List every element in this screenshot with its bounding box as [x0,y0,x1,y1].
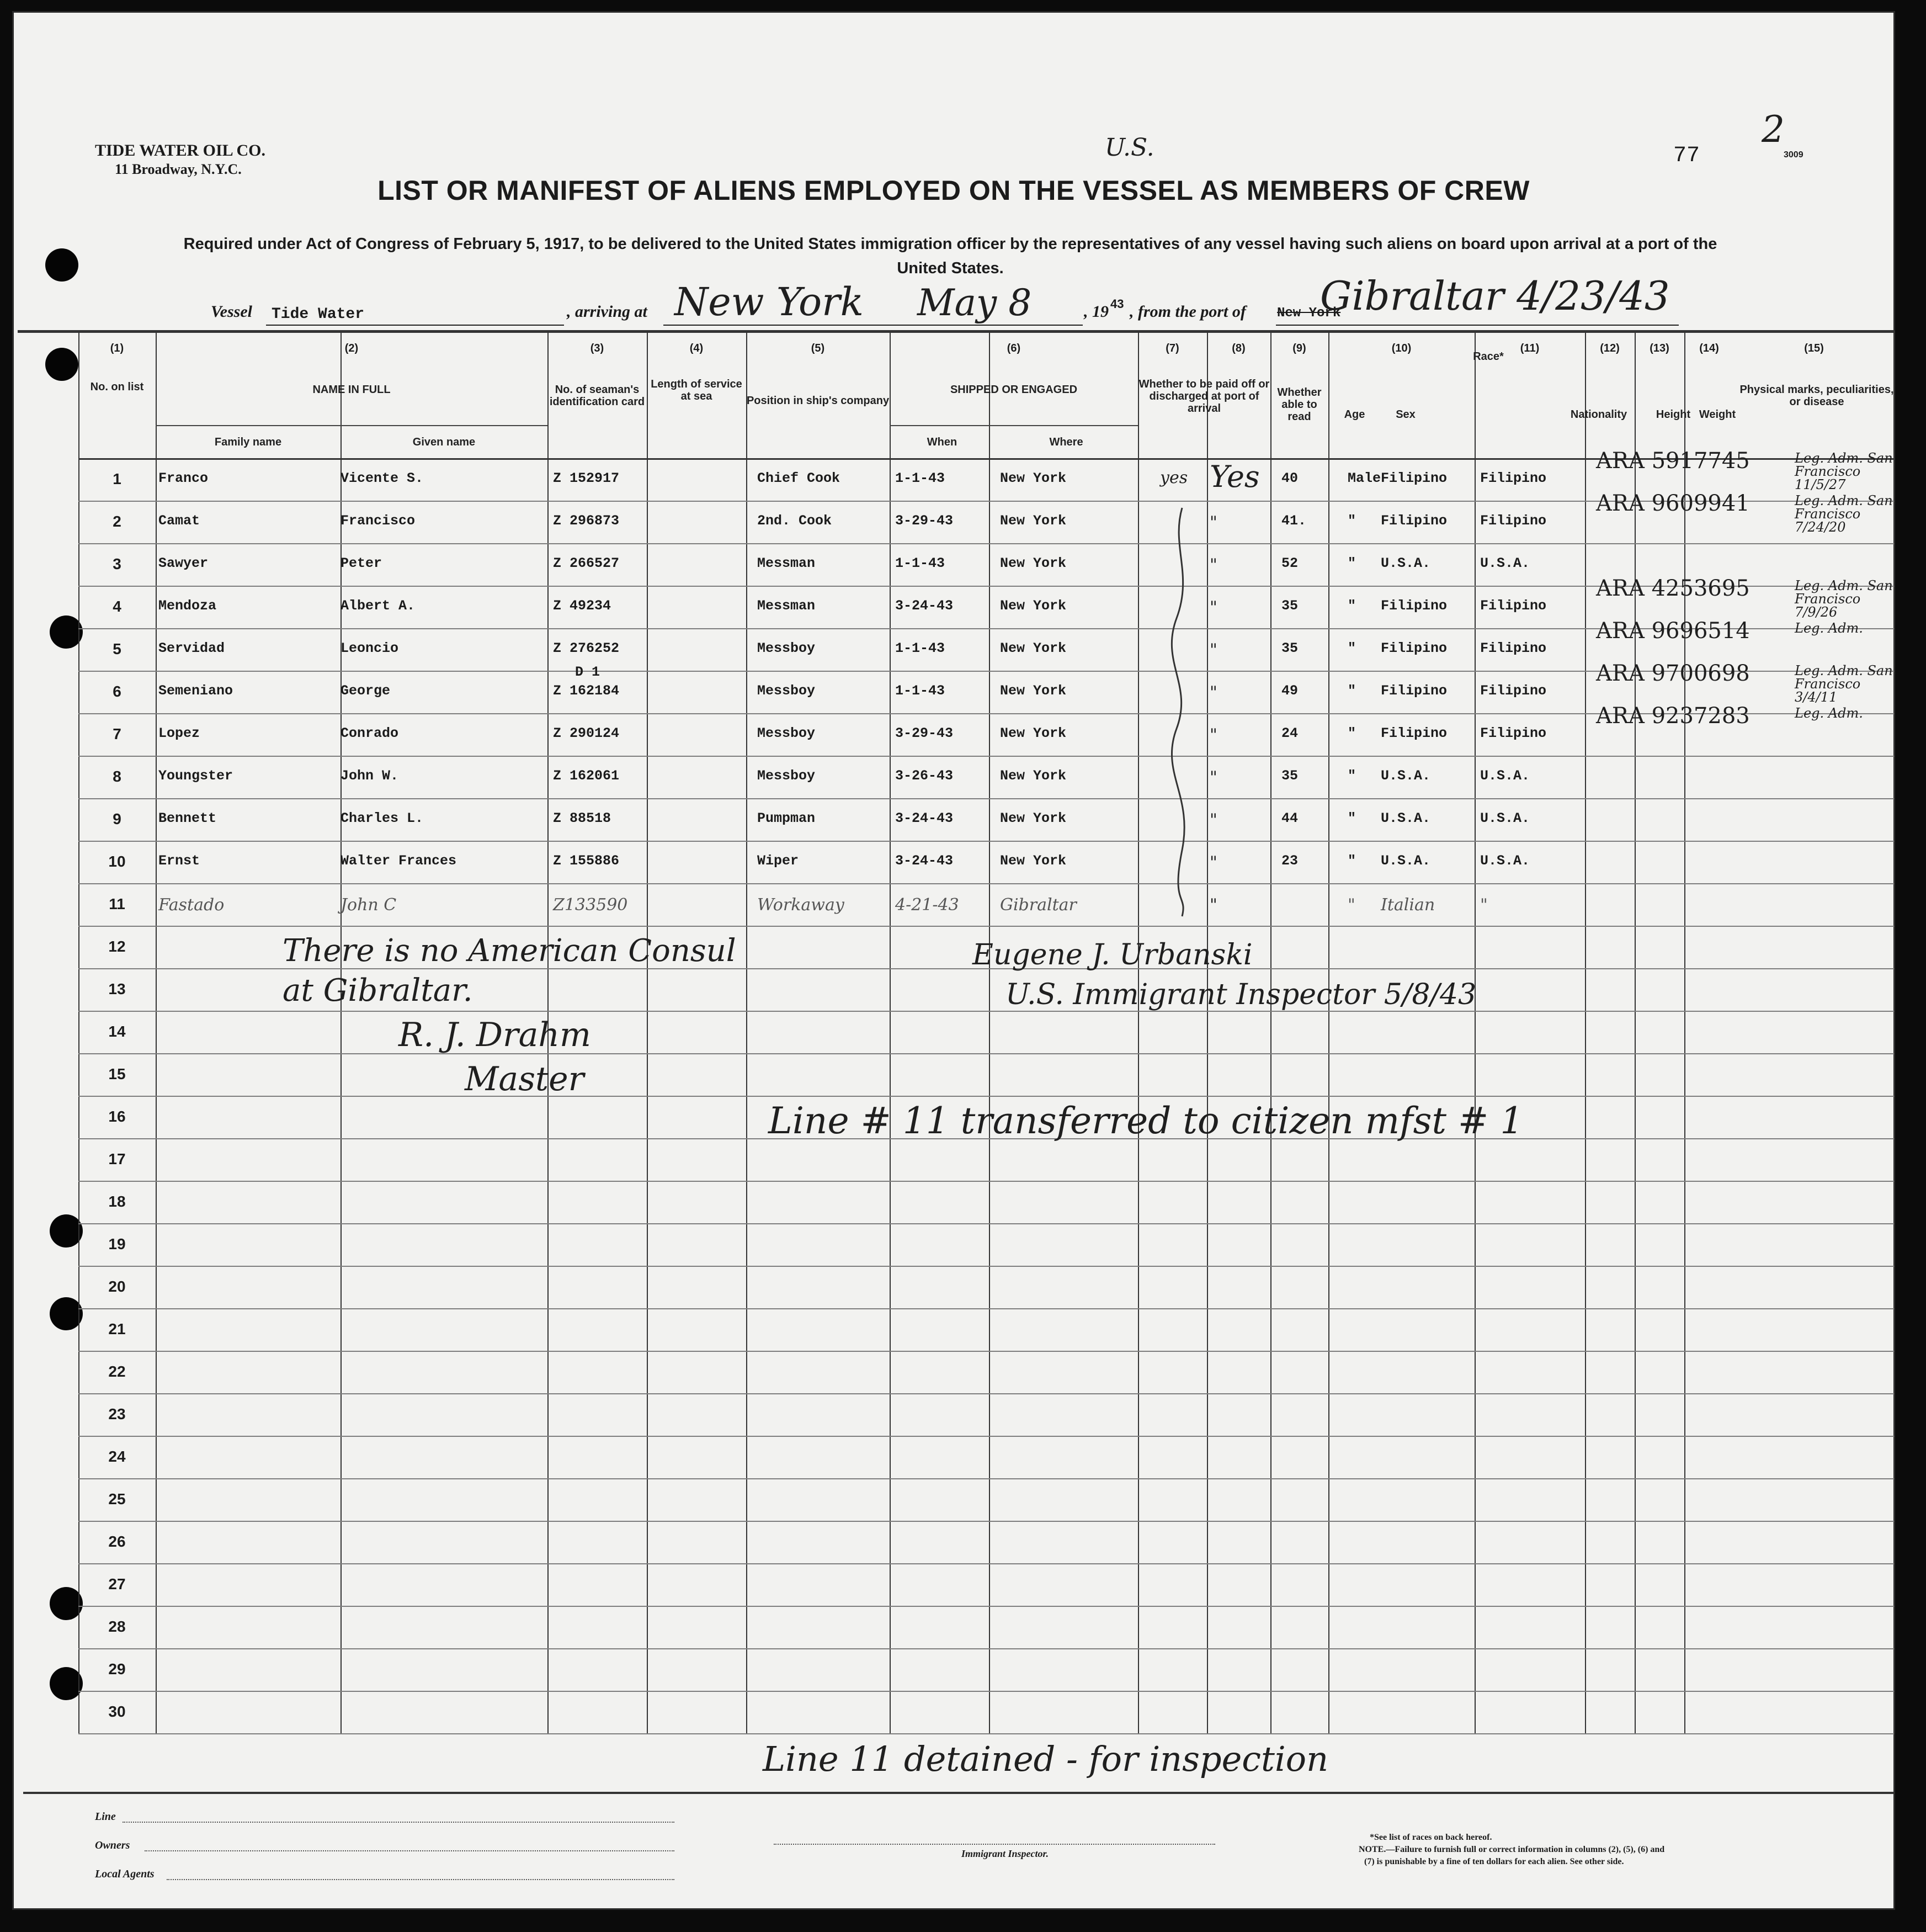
crew-nationality: U.S.A. [1480,810,1530,826]
crew-position: Messboy [757,640,816,656]
crew-age: 23 [1281,853,1299,869]
crew-given: Leoncio [340,640,399,656]
column-divider [890,331,891,1733]
punch-hole [50,615,83,649]
crew-family: Fastado [158,895,225,915]
crew-family: Semeniano [158,683,233,699]
paid-column-squiggle [1160,497,1215,927]
column-header: Where [1049,436,1083,448]
crew-physical-marks: Leg. Adm. [1795,620,1863,636]
crew-race: Filipino [1381,598,1448,614]
from-port-struck: New York [1277,306,1341,321]
crew-id: Z 266527 [553,555,620,571]
punch-hole [50,1587,83,1620]
row-rule [78,798,1894,799]
crew-given: Francisco [340,513,416,529]
crew-where: New York [1000,513,1067,529]
crew-when: 1-1-43 [895,470,945,486]
footer-line-label: Line [95,1811,116,1823]
column-header: SHIPPED OR ENGAGED [950,384,1078,396]
crew-position: Chief Cook [757,470,840,486]
subheader-rule [890,425,1138,426]
crew-where: New York [1000,768,1067,784]
crew-when: 3-24-43 [895,853,954,869]
crew-nationality: Filipino [1480,640,1547,656]
detained-note: Line 11 detained - for inspection [763,1739,1328,1779]
crew-when: 1-1-43 [895,683,945,699]
crew-read: " [1210,768,1217,787]
row-number: 22 [108,1363,126,1380]
row-number: 15 [108,1065,126,1082]
column-divider [1270,331,1271,1733]
crew-height-weight: ARA 9609941 [1596,491,1750,516]
crew-sex: " [1348,555,1356,571]
crew-age: 44 [1281,810,1299,826]
row-number: 29 [108,1660,126,1678]
row-rule [78,1648,1894,1649]
row-rule [78,1223,1894,1224]
column-divider [1585,331,1586,1733]
crew-race: Filipino [1381,683,1448,699]
crew-read: " [1210,810,1217,830]
form-code: 3009 [1784,150,1803,160]
crew-sex: " [1348,895,1355,915]
crew-age: 49 [1281,683,1299,699]
crew-given: John C [340,895,397,915]
crew-position: Messboy [757,768,816,784]
company-name: TIDE WATER OIL CO. [95,141,265,160]
column-header: NAME IN FULL [312,384,391,396]
master-title: Master [465,1060,584,1098]
crew-read: " [1210,895,1217,915]
row-number: 28 [108,1618,126,1635]
crew-id: Z 152917 [553,470,620,486]
crew-family: Bennett [158,810,217,826]
crew-race: Italian [1381,895,1435,915]
column-header: Nationality [1570,408,1627,421]
column-header: Family name [214,436,282,448]
crew-age: 52 [1281,555,1299,571]
row-rule [78,1606,1894,1607]
from-port: Gibraltar 4/23/43 [1320,273,1670,319]
row-rule [78,1691,1894,1692]
row-number: 5 [113,640,121,657]
crew-read: " [1210,598,1217,617]
inspector-title: U.S. Immigrant Inspector 5/8/43 [1005,978,1477,1011]
row-rule [78,883,1894,884]
row-rule [78,1308,1894,1309]
column-header: No. on list [90,381,144,393]
us-annotation: U.S. [1105,134,1154,162]
row-rule [78,1478,1894,1479]
footer-note-1: *See list of races on back hereof. [1370,1833,1492,1842]
footer-inspector-dots [774,1844,1215,1845]
crew-height-weight: ARA 9700698 [1596,661,1750,686]
arriving-label: , arriving at [567,302,647,321]
crew-family: Servidad [158,640,225,656]
crew-id: Z 296873 [553,513,620,529]
column-divider [1684,331,1685,1733]
row-number: 19 [108,1235,126,1252]
crew-sex: " [1348,810,1356,826]
crew-where: New York [1000,725,1067,741]
row-number: 24 [108,1448,126,1465]
crew-sex: " [1348,768,1356,784]
crew-nationality: U.S.A. [1480,853,1530,869]
punch-hole [50,1667,83,1700]
column-header: Whether to be paid off or discharged at port of arrival [1138,378,1270,415]
crew-sex: " [1348,513,1356,529]
row-number: 3 [113,555,121,572]
crew-read: " [1210,683,1217,702]
crew-when: 3-29-43 [895,513,954,529]
row-number: 12 [108,938,126,955]
crew-given: Vicente S. [340,470,424,486]
row-rule [78,1181,1894,1182]
row-number: 10 [108,853,126,870]
crew-race: U.S.A. [1381,768,1431,784]
crew-age: 35 [1281,640,1299,656]
crew-age: 35 [1281,598,1299,614]
subheader-rule [156,425,547,426]
column-number: (8) [1232,342,1246,354]
crew-race: Filipino [1381,725,1448,741]
column-header: Length of service at sea [651,378,742,402]
column-header: Position in ship's company [746,395,890,407]
row-number: 4 [113,598,121,615]
crew-height-weight: ARA 9696514 [1596,618,1750,644]
crew-id: Z 49234 [553,598,611,614]
row-number: 11 [109,895,125,912]
crew-read: " [1210,555,1217,575]
crew-id: Z 290124 [553,725,620,741]
crew-physical-marks: Leg. Adm. San Francisco 7/9/26 [1795,578,1893,620]
column-header: Given name [412,436,476,448]
crew-sex: " [1348,725,1356,741]
crew-given: Charles L. [340,810,424,826]
vessel-label: Vessel [211,302,252,321]
column-divider [78,331,79,1733]
column-header: Physical marks, peculiarities, or disease [1739,384,1894,408]
crew-height-weight: ARA 5917745 [1596,448,1750,474]
crew-read: Yes [1210,459,1260,494]
row-number: 1 [113,470,121,487]
crew-where: New York [1000,640,1067,656]
footer-note-2: NOTE.—Failure to furnish full or correct information in columns (2), (5), (6) and [1359,1845,1665,1854]
row-rule [78,926,1894,927]
crew-nationality: Filipino [1480,725,1547,741]
column-header: No. of seaman's identification card [549,384,645,408]
footer-owners-label: Owners [95,1839,130,1851]
crew-sex: Male [1348,470,1381,486]
row-rule [78,1393,1894,1394]
crew-sex: " [1348,683,1356,699]
crew-race: Filipino [1381,513,1448,529]
punch-hole [45,348,78,381]
row-number: 25 [108,1490,126,1508]
crew-physical-marks: Leg. Adm. [1795,705,1863,721]
crew-when: 1-1-43 [895,640,945,656]
footer-inspector-label: Immigrant Inspector. [961,1848,1049,1859]
footer-line-dots [123,1822,674,1823]
row-number: 16 [108,1108,126,1125]
crew-family: Mendoza [158,598,217,614]
crew-nationality: Filipino [1480,683,1547,699]
crew-id: Z 155886 [553,853,620,869]
row-rule [78,756,1894,757]
row-rule [78,1266,1894,1267]
punch-hole [50,1297,83,1330]
column-number: (5) [811,342,825,354]
column-number: (9) [1292,342,1306,354]
inspector-name: Eugene J. Urbanski [972,938,1253,972]
crew-position: Wiper [757,853,799,869]
row-number: 18 [108,1193,126,1210]
column-divider [1635,331,1636,1733]
crew-height-weight: ARA 9237283 [1596,703,1750,729]
column-number: (13) [1650,342,1669,354]
consul-note-1: There is no American Consul [283,933,736,969]
row-number: 20 [108,1278,126,1295]
crew-age: 41. [1281,513,1307,529]
crew-age: 35 [1281,768,1299,784]
crew-nationality: Filipino [1480,598,1547,614]
row-number: 17 [108,1150,126,1167]
punch-hole [45,248,78,282]
crew-physical-marks: Leg. Adm. San Francisco 3/4/11 [1795,663,1893,705]
column-number: (10) [1391,342,1412,354]
crew-nationality: U.S.A. [1480,555,1530,571]
crew-nationality: Filipino [1480,470,1547,486]
crew-race: U.S.A. [1381,810,1431,826]
row-rule [78,1436,1894,1437]
crew-when: 3-24-43 [895,810,954,826]
footer-rule [23,1792,1894,1794]
column-number: (4) [689,342,704,354]
from-port-label: , from the port of [1130,302,1246,321]
crew-position: Messman [757,598,816,614]
column-header: Height [1656,408,1691,421]
column-number: (2) [344,342,359,354]
row-number: 21 [108,1320,126,1337]
row-rule [78,1563,1894,1564]
crew-when: 3-29-43 [895,725,954,741]
crew-read: " [1210,513,1217,532]
crew-given: John W. [340,768,399,784]
column-number: (3) [590,342,604,354]
crew-position: 2nd. Cook [757,513,832,529]
row-rule [78,841,1894,842]
crew-read: " [1210,640,1217,660]
manifest-sheet [12,11,1895,1910]
row-number: 23 [108,1405,126,1423]
crew-when: 1-1-43 [895,555,945,571]
crew-given: Conrado [340,725,399,741]
crew-where: Gibraltar [1000,895,1077,915]
from-port-line [1276,273,1679,326]
footer-agents-label: Local Agents [95,1868,155,1880]
row-rule [78,1733,1894,1734]
crew-position: Pumpman [757,810,816,826]
crew-sex: " [1348,598,1356,614]
column-number: (11) [1520,342,1540,354]
crew-given: Walter Frances [340,853,457,869]
crew-physical-marks: Leg. Adm. San Francisco 11/5/27 [1795,450,1893,492]
crew-family: Youngster [158,768,233,784]
column-number: (7) [1166,342,1179,354]
crew-race: U.S.A. [1381,853,1431,869]
company-address: 11 Broadway, N.Y.C. [115,161,242,177]
row-number: 30 [108,1703,126,1720]
crew-when: 3-24-43 [895,598,954,614]
footer-owners-dots [145,1850,674,1851]
crew-position: Workaway [757,895,844,915]
crew-id-note: D 1 [575,664,600,680]
year-suffix: 43 [1110,297,1124,311]
row-rule [78,1351,1894,1352]
crew-given: George [340,683,391,699]
column-divider [989,331,990,1733]
page-subtitle: Required under Act of Congress of February 5, 1917, to be delivered to the United States immigration officer by the representatives of any vessel having such aliens on board upon arrival at a port of the United States. [183,235,1717,277]
footer-agents-dots [167,1879,674,1880]
column-number: (14) [1699,342,1719,354]
column-divider [746,331,747,1733]
row-number: 2 [113,513,121,530]
year-prefix: , 19 [1084,302,1109,321]
column-header: When [927,436,957,448]
row-number: 13 [108,980,126,997]
column-header: Sex [1396,408,1416,421]
column-number: (1) [110,342,124,354]
column-divider [1138,331,1139,1733]
row-number: 6 [113,683,121,700]
crew-read: " [1210,725,1217,745]
crew-given: Albert A. [340,598,416,614]
crew-id: Z 88518 [553,810,611,826]
row-rule [78,1053,1894,1054]
crew-sex: " [1348,640,1356,656]
crew-where: New York [1000,598,1067,614]
sheet-number: 77 [1673,144,1700,168]
crew-id: Z 276252 [553,640,620,656]
column-divider [1894,331,1895,1733]
column-header: Weight [1699,408,1736,421]
crew-paid: yes [1160,468,1188,487]
crew-family: Lopez [158,725,200,741]
row-rule [78,543,1894,544]
row-rule [78,1011,1894,1012]
company-stamp [95,141,265,179]
crew-id: Z 162061 [553,768,620,784]
arrival-date: May 8 [917,282,1032,324]
punch-hole [50,1214,83,1248]
column-number: (12) [1600,342,1620,354]
crew-nationality: U.S.A. [1480,768,1530,784]
column-divider [647,331,648,1733]
crew-where: New York [1000,683,1067,699]
column-number: (6) [1007,342,1021,354]
crew-age: 40 [1281,470,1299,486]
column-divider [1328,331,1329,1733]
crew-family: Franco [158,470,209,486]
crew-race: Filipino [1381,640,1448,656]
row-number: 14 [108,1023,126,1040]
arriving-port: New York [674,279,864,325]
crew-family: Sawyer [158,555,209,571]
row-number: 7 [113,725,121,742]
footer-note-3: (7) is punishable by a fine of ten dollars for each alien. See other side. [1364,1857,1624,1866]
crew-race: Filipino [1381,470,1448,486]
row-number: 26 [108,1533,126,1550]
crew-table [78,331,1894,1800]
crew-position: Messboy [757,683,816,699]
crew-family: Ernst [158,853,200,869]
crew-race: U.S.A. [1381,555,1431,571]
master-signature: R. J. Drahm [398,1016,591,1054]
column-number: (15) [1804,342,1824,354]
crew-given: Peter [340,555,382,571]
page-title: LIST OR MANIFEST OF ALIENS EMPLOYED ON THE VESSEL AS MEMBERS OF CREW [377,175,1530,206]
column-header: Race* [1473,351,1504,363]
vessel-name: Tide Water [272,306,365,323]
crew-when: 4-21-43 [895,895,959,915]
page-number: 2 [1762,108,1785,151]
column-divider [156,331,157,1733]
crew-read: " [1210,853,1217,872]
column-divider [340,331,342,1733]
crew-when: 3-26-43 [895,768,954,784]
crew-id: Z133590 [553,895,628,915]
crew-where: New York [1000,470,1067,486]
column-divider [1475,331,1476,1733]
crew-nationality: " [1480,895,1488,915]
crew-where: New York [1000,810,1067,826]
crew-where: New York [1000,555,1067,571]
row-number: 8 [113,768,121,785]
crew-nationality: Filipino [1480,513,1547,529]
crew-position: Messboy [757,725,816,741]
crew-age: 24 [1281,725,1299,741]
column-header: Whether able to read [1277,386,1322,423]
crew-family: Camat [158,513,200,529]
vessel-name-line [266,304,564,326]
crew-id: Z 162184 [553,683,620,699]
row-rule [78,1096,1894,1097]
crew-position: Messman [757,555,816,571]
column-header: Age [1344,408,1365,421]
row-number: 9 [113,810,121,827]
transfer-note: Line # 11 transferred to citizen mfst # 1 [768,1100,1524,1142]
arriving-line [663,279,1083,326]
crew-sex: " [1348,853,1356,869]
row-number: 27 [108,1575,126,1593]
crew-height-weight: ARA 4253695 [1596,576,1750,601]
consul-note-2: at Gibraltar. [283,973,473,1009]
crew-where: New York [1000,853,1067,869]
crew-physical-marks: Leg. Adm. San Francisco 7/24/20 [1795,493,1893,535]
row-rule [78,1521,1894,1522]
